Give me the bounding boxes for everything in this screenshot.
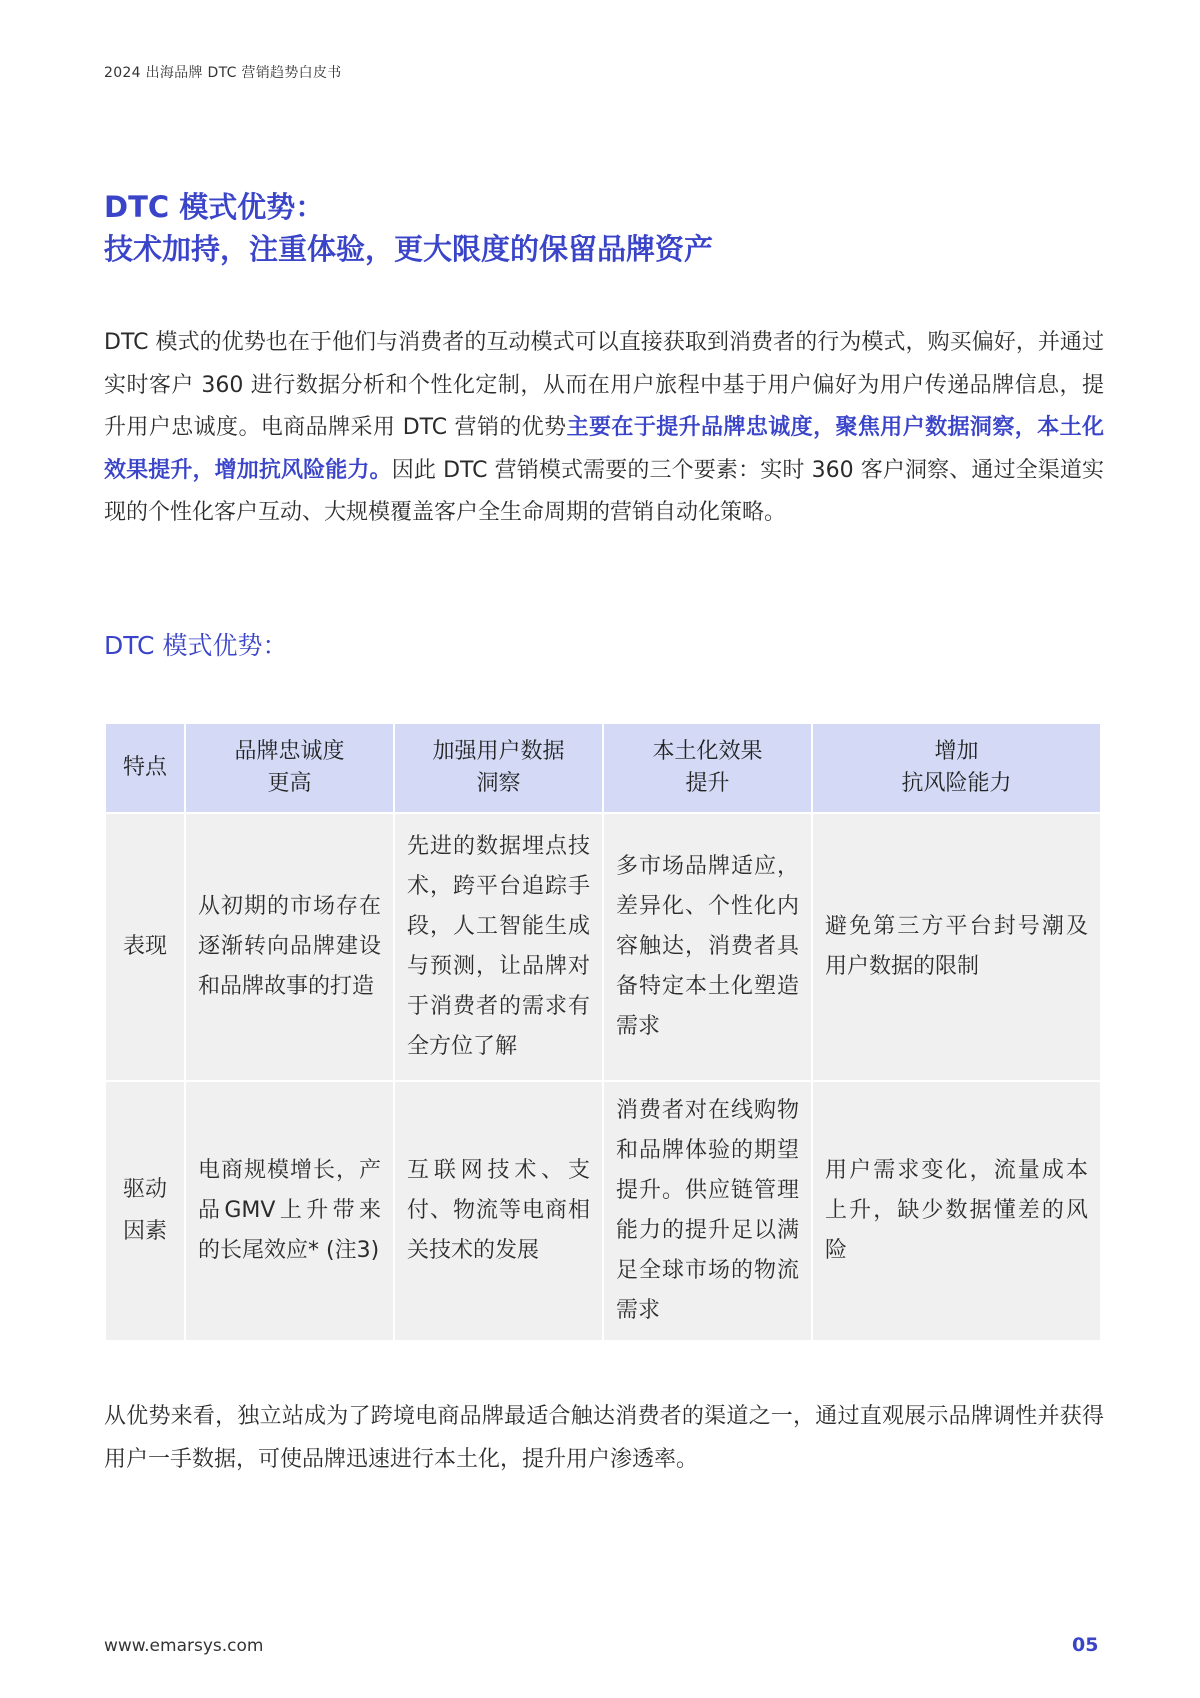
intro-highlight: 主要在于提升品牌忠诚度，聚焦用户数据洞察，本土化效果提升，增加抗风险能力。 <box>104 415 1104 483</box>
row-label-performance: 表现 <box>105 813 185 1081</box>
header-risk-resistance <box>812 723 1101 813</box>
header-risk-resistance-line-2: 抗风险能力 <box>901 771 1012 796</box>
page-number: 05 <box>1072 1634 1099 1656</box>
table-header-row <box>105 723 1101 813</box>
header-data-insight <box>394 723 603 813</box>
running-header: 2024 出海品牌 DTC 营销趋势白皮书 <box>104 65 342 81</box>
page-title-line-1: DTC 模式优势： <box>104 190 325 224</box>
header-localization-line-2: 提升 <box>685 771 730 796</box>
performance-brand-loyalty: 从初期的市场存在逐渐转向品牌建设和品牌故事的打造 <box>185 813 394 1081</box>
performance-data-insight: 先进的数据埋点技术，跨平台追踪手段，人工智能生成与预测，让品牌对于消费者的需求有全方位了解 <box>394 813 603 1081</box>
footer-url-link[interactable]: www.emarsys.com <box>104 1636 264 1656</box>
drivers-data-insight: 互联网技术、支付、物流等电商相关技术的发展 <box>394 1081 603 1341</box>
section-heading: DTC 模式优势： <box>104 631 288 660</box>
row-label-drivers <box>105 1081 185 1341</box>
conclusion-paragraph: 从优势来看，独立站成为了跨境电商品牌最适合触达消费者的渠道之一，通过直观展示品牌调性并获得用户一手数据，可使品牌迅速进行本土化，提升用户渗透率。 <box>104 1404 1104 1472</box>
header-risk-resistance-line-1: 增加 <box>934 739 979 764</box>
intro-text-part-2: 因此 DTC 营销模式需要的三个要素：实时 360 客户洞察、通过全渠道实现的个性化客户互动、大规模覆盖客户全生命周期的营销自动化策略。 <box>104 457 1104 525</box>
header-brand-loyalty-line-1: 品牌忠诚度 <box>234 739 345 764</box>
drivers-localization: 消费者对在线购物和品牌体验的期望提升。供应链管理能力的提升足以满足全球市场的物流需求 <box>603 1081 812 1341</box>
header-data-insight-line-2: 洞察 <box>476 771 521 796</box>
header-data-insight-line-1: 加强用户数据 <box>432 739 565 764</box>
page-title-line-2: 技术加持，注重体验，更大限度的保留品牌资产 <box>104 232 714 266</box>
row-label-drivers-line-1: 驱动 <box>122 1177 167 1202</box>
header-brand-loyalty-line-2: 更高 <box>267 771 312 796</box>
page-title <box>104 186 1104 270</box>
table-row-performance <box>105 813 1101 1081</box>
advantages-table <box>104 722 1102 1342</box>
table-row-drivers <box>105 1081 1101 1341</box>
header-feature: 特点 <box>105 723 185 813</box>
header-brand-loyalty <box>185 723 394 813</box>
drivers-risk-resistance: 用户需求变化，流量成本上升，缺少数据懂差的风险 <box>812 1081 1101 1341</box>
intro-paragraph <box>104 322 1104 535</box>
row-label-drivers-line-2: 因素 <box>122 1219 167 1244</box>
performance-risk-resistance: 避免第三方平台封号潮及用户数据的限制 <box>812 813 1101 1081</box>
header-localization <box>603 723 812 813</box>
intro-text-part-1: DTC 模式的优势也在于他们与消费者的互动模式可以直接获取到消费者的行为模式，购买偏好，并通过实时客户 360 进行数据分析和个性化定制，从而在用户旅程中基于用户偏好为用户传递品牌信息，提升用户忠诚度。电商品牌采用 DTC 营销的优势 <box>104 330 1104 440</box>
performance-localization: 多市场品牌适应，差异化、个性化内容触达，消费者具备特定本土化塑造需求 <box>603 813 812 1081</box>
header-localization-line-1: 本土化效果 <box>652 739 763 764</box>
drivers-brand-loyalty: 电商规模增长，产品GMV上升带来的长尾效应* (注3) <box>185 1081 394 1341</box>
